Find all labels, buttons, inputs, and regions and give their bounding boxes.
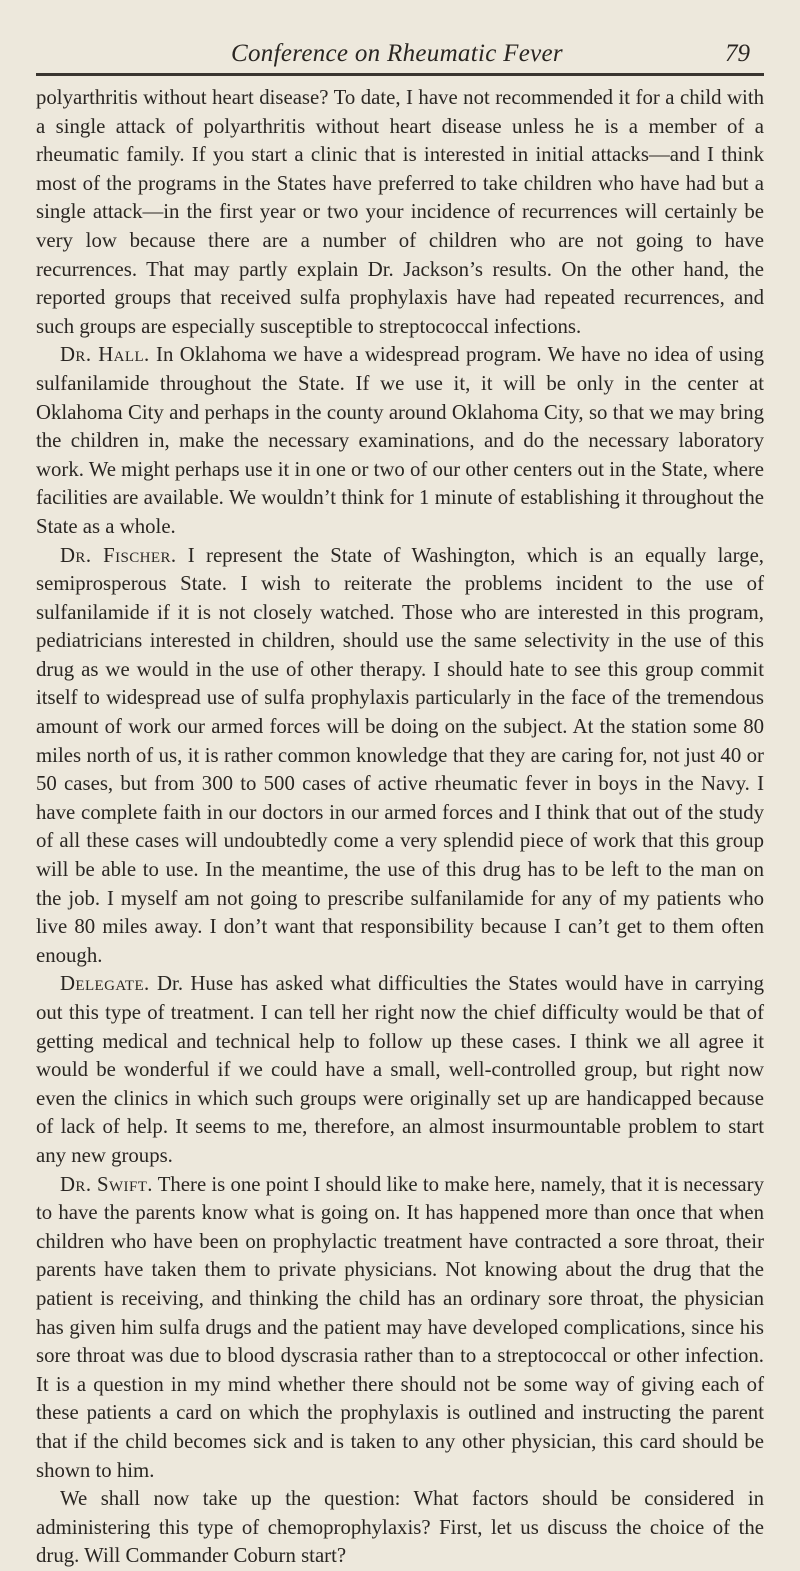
paragraph-closing bbox=[36, 1485, 764, 1571]
paragraph-delegate bbox=[36, 970, 764, 1170]
speaker-name: Delegate. bbox=[60, 972, 150, 996]
paragraph-text: polyarthritis without heart disease? To date, I have not recommended it for a child with a single attack of polyarthritis without heart disease unless he is a member of a rheumatic family. If you start a clinic that is interested in initial attacks—and I think most of the programs in the States have preferred to take children who have had but a single attack—in the first year or two your incidence of recurrences will certainly be very low because there are a number of children who are not going to have recurrences. That may partly explain Dr. Jackson’s results. On the other hand, the reported groups that received sulfa prophylaxis have had repeated recurrences, and such groups are especially susceptible to streptococcal infections. bbox=[36, 86, 764, 338]
paragraph-dr-swift bbox=[36, 1171, 764, 1486]
speaker-name: Dr. Swift. bbox=[60, 1172, 153, 1196]
page-number: 79 bbox=[725, 40, 750, 67]
paragraph-text: I represent the State of Washington, which is an equally large, semiprosperous State. I wish to reiterate the problems incident to the use of sulfanilamide if it is not closely watched. Those who are interested in this program, pediatricians interested in children, should use the same selectivity in the use of this drug as we would in the use of other therapy. I should hate to see this group commit itself to widespread use of sulfa prophylaxis particularly in the face of the tremendous amount of work our armed forces will be doing on the subject. At the station some 80 miles north of us, it is rather common knowledge that they are caring for, not just 40 or 50 cases, but from 300 to 500 cases of active rheumatic fever in boys in the Navy. I have complete faith in our doctors in our armed forces and I think that out of the study of all these cases will undoubtedly come a very splendid piece of work that this group will be able to use. In the meantime, the use of this drug has to be left to the man on the job. I myself am not going to prescribe sulfanilamide for any of my patients who live 80 miles away. I don’t want that responsibility because I can’t get to them often enough. bbox=[36, 543, 764, 967]
running-head bbox=[36, 40, 764, 72]
paragraph-text: There is one point I should like to make here, namely, that it is necessary to have the parents know what is going on. It has happened more than once that when children who have been on prophylactic treatment have contracted a sore throat, their parents have taken them to private physicians. Not knowing about the drug that the patient is receiving, and thinking the child has an ordinary sore throat, the physician has given him sulfa drugs and the patient may have developed complications, since his sore throat was due to blood dyscrasia rather than to a streptococcal or other infection. It is a question in my mind whether there should not be some way of giving each of these patients a card on which the prophylaxis is outlined and instructing the parent that if the child becomes sick and is taken to any other physician, this card should be shown to him. bbox=[36, 1172, 764, 1482]
body-text bbox=[36, 84, 764, 1571]
paragraph-text: We shall now take up the question: What factors should be considered in administering this type of chemoprophylaxis? First, let us discuss the choice of the drug. Will Commander Coburn start? bbox=[36, 1487, 764, 1568]
speaker-name: Dr. Hall. bbox=[60, 343, 150, 367]
running-title: Conference on Rheumatic Fever bbox=[231, 40, 563, 67]
paragraph-dr-fischer bbox=[36, 542, 764, 971]
speaker-name: Dr. Fischer. bbox=[60, 543, 177, 567]
paragraph-text: Dr. Huse has asked what difficulties the States would have in carrying out this type of treatment. I can tell her right now the chief difficulty would be that of getting medical and technical help to follow up these cases. I think we all agree it would be wonderful if we could have a small, well-controlled group, but right now even the clinics in which such groups were originally set up are handicapped because of lack of help. It seems to me, therefore, an almost insurmountable problem to start any new groups. bbox=[36, 972, 764, 1167]
paragraph-text: In Oklahoma we have a widespread program. We have no idea of using sulfanilamide throughout the State. If we use it, it will be only in the center at Oklahoma City and perhaps in the county around Oklahoma City, so that we may bring the children in, make the necessary examinations, and do the necessary laboratory work. We might perhaps use it in one or two of our other centers out in the State, where facilities are available. We wouldn’t think for 1 minute of establishing it throughout the State as a whole. bbox=[36, 343, 764, 538]
header-rule bbox=[36, 73, 764, 76]
paragraph-dr-hall bbox=[36, 341, 764, 541]
paragraph-continuation bbox=[36, 84, 764, 341]
